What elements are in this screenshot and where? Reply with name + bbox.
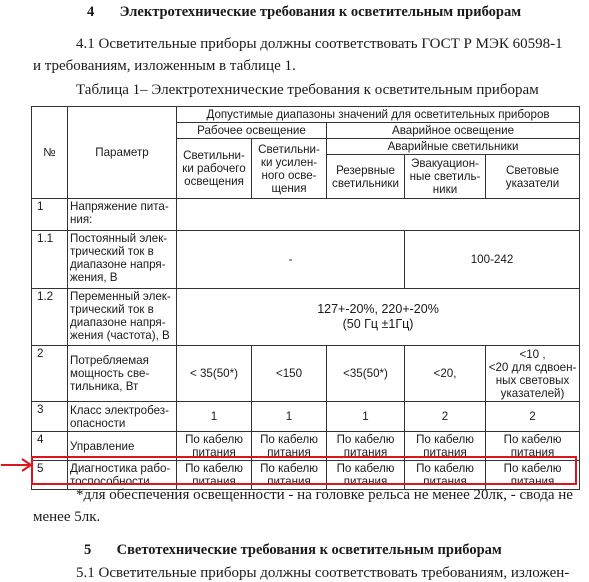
footnote-line1: *для обеспечения освещенности - на головке рельса не менее 20лк, - свода не xyxy=(76,487,573,503)
para-5-1: 5.1 Осветительные приборы должны соответствовать требованиям, изложен- xyxy=(76,565,570,581)
table-row: 4 Управление По кабелю питания По кабелю питания По кабелю питания По кабелю питания По кабелю питания xyxy=(32,432,580,461)
header-col4: Эвакуацион- ные светиль- ники xyxy=(405,155,486,199)
arrow-right-icon xyxy=(0,456,34,474)
para-4-1-line2: и требованиям, изложенным в таблице 1. xyxy=(33,58,296,74)
cell-dc-work: - xyxy=(177,231,405,289)
table-row: 2 Потребляемая мощность све- тильника, Вт < 35(50*) <150 <35(50*) <20, <10 , <20 для сдвоен- ных световых указателей) xyxy=(32,346,580,402)
para-4-1-line1: 4.1 Осветительные приборы должны соответствовать ГОСТ Р МЭК 60598-1 xyxy=(76,36,563,52)
header-emergency-lamps: Аварийные светильники xyxy=(327,139,580,155)
header-num: № xyxy=(32,107,68,199)
cell-dc-emergency: 100-242 xyxy=(405,231,580,289)
header-param: Параметр xyxy=(68,107,177,199)
table-caption: Таблица 1– Электротехнические требования к осветительным приборам xyxy=(76,82,539,98)
table-row: 1 Напряжение пита- ния: xyxy=(32,199,580,231)
cell-ac-range: 127+-20%, 220+-20% (50 Гц ±1Гц) xyxy=(177,289,580,346)
header-col3: Резервные светильники xyxy=(327,155,405,199)
table-row: 5 Диагностика рабо- тоспособности По кабелю питания По кабелю питания По кабелю питания По кабелю питания По кабелю питания xyxy=(32,461,580,490)
table-row: 1.1 Постоянный элек- трический ток в диапазоне напря- жения, В - 100-242 xyxy=(32,231,580,289)
footnote-line2: менее 5лк. xyxy=(33,509,101,525)
requirements-table xyxy=(31,106,580,490)
header-col5: Световые указатели xyxy=(486,155,580,199)
header-emergency-lighting: Аварийное освещение xyxy=(327,123,580,139)
header-work-lighting: Рабочее освещение xyxy=(177,123,327,139)
table-row: 3 Класс электробез- опасности 1 1 1 2 2 xyxy=(32,402,580,432)
table-row: 1.2 Переменный элек- трический ток в диапазоне напря- жения (частота), В 127+-20%, 220+-20% (50 Гц ±1Гц) xyxy=(32,289,580,346)
highlight-box xyxy=(31,456,577,485)
header-col1: Светильни- ки рабочего освещения xyxy=(177,139,252,199)
header-ranges: Допустимые диапазоны значений для осветительных приборов xyxy=(177,107,580,123)
section-5-heading: 5 Светотехнические требования к осветительным приборам xyxy=(84,542,502,558)
header-col2: Светильни- ки усилен- ного осве- щения xyxy=(252,139,327,199)
section-4-heading: 4 Электротехнические требования к осветительным приборам xyxy=(87,4,522,20)
